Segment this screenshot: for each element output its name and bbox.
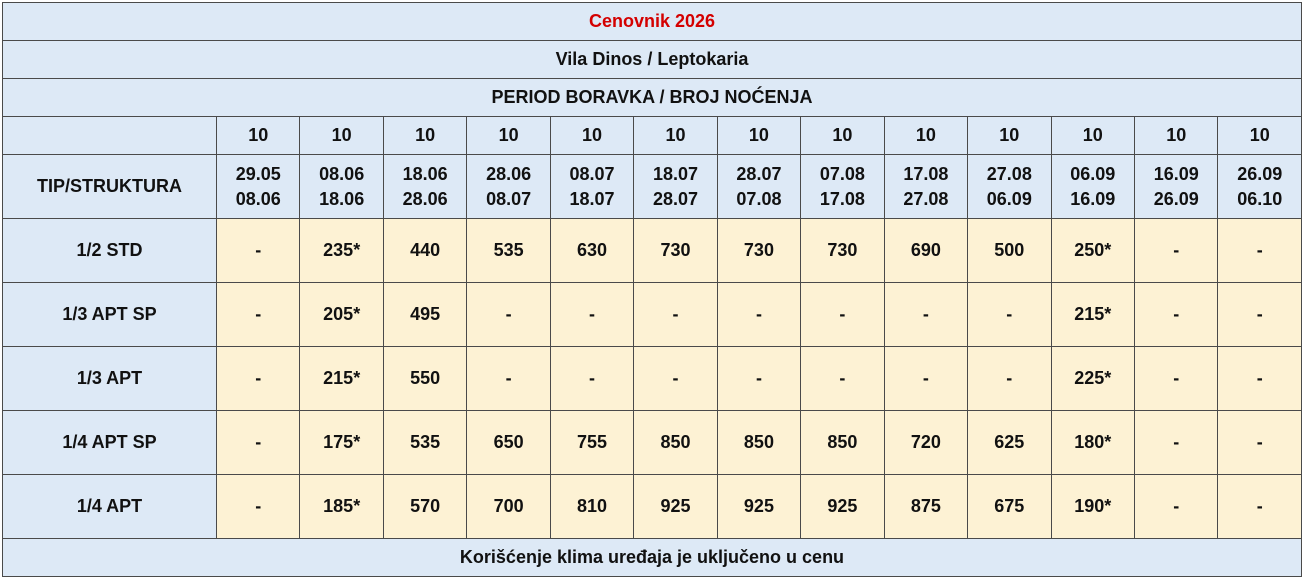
price-cell: 535 xyxy=(467,219,550,283)
price-cell: 850 xyxy=(634,411,717,475)
price-cell: 185* xyxy=(300,475,383,539)
subtitle-row xyxy=(3,41,1302,79)
price-cell: - xyxy=(217,283,300,347)
price-cell: - xyxy=(1134,411,1217,475)
nights-cell: 10 xyxy=(884,117,967,155)
price-cell: - xyxy=(634,347,717,411)
page-title: Cenovnik 2026 xyxy=(3,3,1302,41)
period-to: 28.06 xyxy=(402,188,448,209)
table-row xyxy=(3,219,1302,283)
price-cell: - xyxy=(550,347,633,411)
price-cell: 495 xyxy=(383,283,466,347)
price-cell: 235* xyxy=(300,219,383,283)
table-row xyxy=(3,347,1302,411)
nights-cell: 10 xyxy=(1134,117,1217,155)
period-cell xyxy=(217,155,300,219)
period-from: 27.08 xyxy=(986,163,1032,184)
footer-note: Korišćenje klima uređaja je uključeno u cenu xyxy=(3,539,1302,577)
nights-cell: 10 xyxy=(968,117,1051,155)
price-cell: 650 xyxy=(467,411,550,475)
price-cell: - xyxy=(1218,411,1302,475)
price-cell: 675 xyxy=(968,475,1051,539)
period-to: 07.08 xyxy=(736,188,782,209)
price-cell: 850 xyxy=(717,411,800,475)
price-cell: 215* xyxy=(1051,283,1134,347)
period-cell xyxy=(383,155,466,219)
period-from: 28.06 xyxy=(486,163,532,184)
price-cell: - xyxy=(1134,283,1217,347)
price-cell: 550 xyxy=(383,347,466,411)
period-to: 26.09 xyxy=(1153,188,1199,209)
period-from: 17.08 xyxy=(903,163,949,184)
nights-row-empty-cell xyxy=(3,117,217,155)
price-cell: 570 xyxy=(383,475,466,539)
nights-cell: 10 xyxy=(300,117,383,155)
price-cell: 225* xyxy=(1051,347,1134,411)
price-cell: - xyxy=(1134,475,1217,539)
price-cell: - xyxy=(634,283,717,347)
price-cell: 700 xyxy=(467,475,550,539)
period-from: 29.05 xyxy=(235,163,281,184)
price-cell: - xyxy=(550,283,633,347)
price-cell: - xyxy=(717,347,800,411)
period-cell xyxy=(1218,155,1302,219)
title-row xyxy=(3,3,1302,41)
price-cell: 925 xyxy=(634,475,717,539)
price-cell: - xyxy=(1218,283,1302,347)
price-cell: - xyxy=(717,283,800,347)
price-cell: - xyxy=(801,283,884,347)
nights-cell: 10 xyxy=(634,117,717,155)
price-cell: - xyxy=(467,347,550,411)
period-to: 08.07 xyxy=(486,188,532,209)
price-cell: - xyxy=(217,347,300,411)
nights-cell: 10 xyxy=(217,117,300,155)
price-cell: 250* xyxy=(1051,219,1134,283)
period-header: PERIOD BORAVKA / BROJ NOĆENJA xyxy=(3,79,1302,117)
price-cell: - xyxy=(884,283,967,347)
nights-cell: 10 xyxy=(550,117,633,155)
period-to: 16.09 xyxy=(1070,188,1116,209)
price-cell: 730 xyxy=(801,219,884,283)
period-from: 07.08 xyxy=(819,163,865,184)
price-cell: - xyxy=(884,347,967,411)
price-cell: - xyxy=(1218,219,1302,283)
price-cell: 190* xyxy=(1051,475,1134,539)
price-cell: - xyxy=(467,283,550,347)
price-cell: 925 xyxy=(801,475,884,539)
period-to: 06.09 xyxy=(986,188,1032,209)
room-type: 1/3 APT xyxy=(3,347,217,411)
period-from: 26.09 xyxy=(1237,163,1283,184)
period-from: 08.07 xyxy=(569,163,615,184)
period-cell xyxy=(550,155,633,219)
period-to: 08.06 xyxy=(235,188,281,209)
price-cell: 180* xyxy=(1051,411,1134,475)
price-cell: 850 xyxy=(801,411,884,475)
price-cell: 755 xyxy=(550,411,633,475)
price-cell: 925 xyxy=(717,475,800,539)
price-cell: - xyxy=(968,347,1051,411)
room-type: 1/3 APT SP xyxy=(3,283,217,347)
nights-row xyxy=(3,117,1302,155)
price-cell: 205* xyxy=(300,283,383,347)
period-cell xyxy=(717,155,800,219)
period-to: 17.08 xyxy=(819,188,865,209)
period-cell xyxy=(968,155,1051,219)
price-cell: 875 xyxy=(884,475,967,539)
price-cell: - xyxy=(968,283,1051,347)
price-cell: 720 xyxy=(884,411,967,475)
period-cell xyxy=(1051,155,1134,219)
room-type: 1/4 APT xyxy=(3,475,217,539)
nights-cell: 10 xyxy=(1218,117,1302,155)
table-row xyxy=(3,283,1302,347)
type-header: TIP/STRUKTURA xyxy=(3,155,217,219)
price-cell: 440 xyxy=(383,219,466,283)
nights-cell: 10 xyxy=(801,117,884,155)
price-cell: - xyxy=(1134,347,1217,411)
price-cell: 625 xyxy=(968,411,1051,475)
room-type: 1/2 STD xyxy=(3,219,217,283)
price-cell: - xyxy=(801,347,884,411)
price-cell: 690 xyxy=(884,219,967,283)
nights-cell: 10 xyxy=(383,117,466,155)
dates-row xyxy=(3,155,1302,219)
price-cell: - xyxy=(217,219,300,283)
period-to: 18.07 xyxy=(569,188,615,209)
period-from: 06.09 xyxy=(1070,163,1116,184)
price-cell: - xyxy=(217,475,300,539)
period-cell xyxy=(801,155,884,219)
table-row xyxy=(3,475,1302,539)
price-cell: - xyxy=(1134,219,1217,283)
price-cell: 810 xyxy=(550,475,633,539)
nights-cell: 10 xyxy=(1051,117,1134,155)
period-from: 16.09 xyxy=(1153,163,1199,184)
room-type: 1/4 APT SP xyxy=(3,411,217,475)
price-cell: 730 xyxy=(634,219,717,283)
period-from: 18.06 xyxy=(402,163,448,184)
period-header-row xyxy=(3,79,1302,117)
price-cell: - xyxy=(1218,475,1302,539)
price-table xyxy=(2,2,1302,577)
nights-cell: 10 xyxy=(717,117,800,155)
period-to: 06.10 xyxy=(1237,188,1283,209)
price-cell: - xyxy=(1218,347,1302,411)
price-cell: 215* xyxy=(300,347,383,411)
table-row xyxy=(3,411,1302,475)
period-to: 27.08 xyxy=(903,188,949,209)
price-cell: 500 xyxy=(968,219,1051,283)
period-from: 18.07 xyxy=(652,163,699,184)
period-cell xyxy=(300,155,383,219)
period-to: 18.06 xyxy=(319,188,365,209)
period-to: 28.07 xyxy=(652,188,699,209)
price-cell: 730 xyxy=(717,219,800,283)
period-from: 08.06 xyxy=(319,163,365,184)
price-cell: 175* xyxy=(300,411,383,475)
period-from: 28.07 xyxy=(736,163,782,184)
price-table-body xyxy=(3,3,1302,577)
period-cell xyxy=(884,155,967,219)
price-cell: - xyxy=(217,411,300,475)
footer-row xyxy=(3,539,1302,577)
period-cell xyxy=(467,155,550,219)
price-cell: 535 xyxy=(383,411,466,475)
villa-name: Vila Dinos / Leptokaria xyxy=(3,41,1302,79)
period-cell xyxy=(634,155,717,219)
price-cell: 630 xyxy=(550,219,633,283)
period-cell xyxy=(1134,155,1217,219)
nights-cell: 10 xyxy=(467,117,550,155)
